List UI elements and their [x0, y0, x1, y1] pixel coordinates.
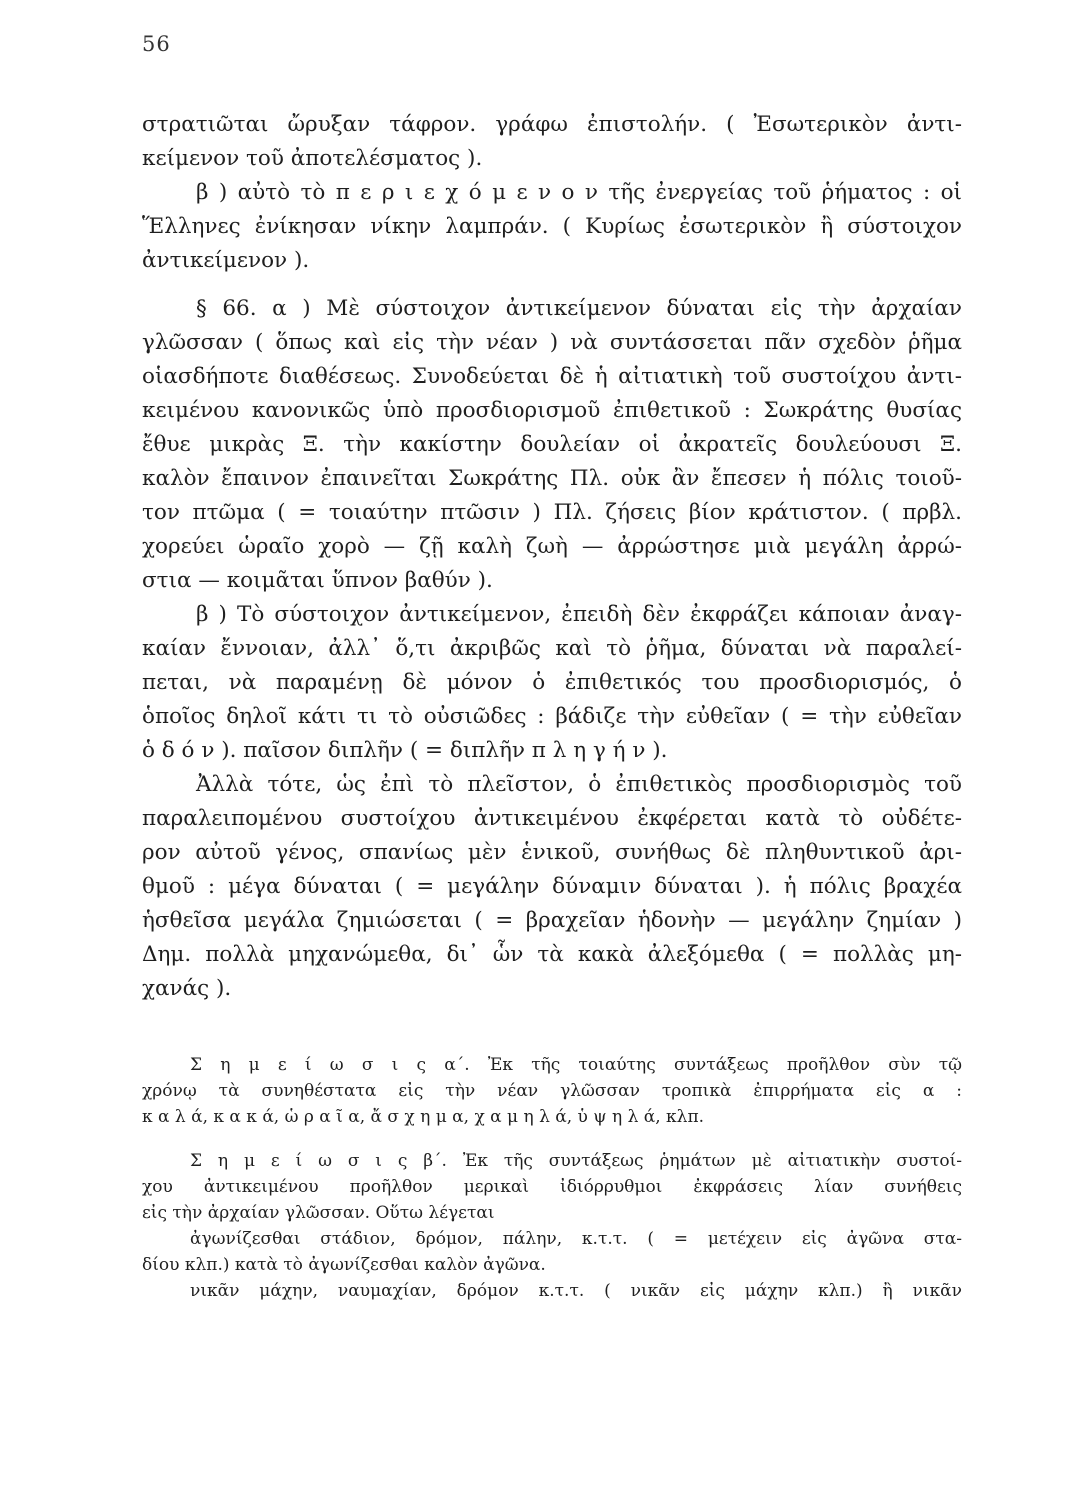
text-line: κείμενον τοῦ ἀποτελέσματος ).: [142, 146, 483, 171]
text-line: καλὸν ἔπαινον ἐπαινεῖται Σωκράτης Πλ. οὐκ ἂν ἔπεσεν ἡ πόλις τοιοῦ-: [142, 466, 962, 491]
text-line: παραλειπομένου συστοίχου ἀντικειμένου ἐκφέρεται κατὰ τὸ οὐδέτε-: [142, 806, 962, 831]
text-line: πεται, νὰ παραμένῃ δὲ μόνον ὁ ἐπιθετικός του προσδιορισμός, ὁ: [142, 670, 962, 695]
text-line: Ἀλλὰ τότε, ὡς ἐπὶ τὸ πλεῖστον, ὁ ἐπιθετικὸς προσδιορισμὸς τοῦ: [196, 772, 962, 797]
note-line: Σ η μ ε ί ω σ ι ς α΄. Ἐκ τῆς τοιαύτης συντάξεως προῆλθον σὺν τῷ: [190, 1055, 962, 1075]
note-line: κ α λ ά, κ α κ ά, ὡ ρ α ῖ α, ἄ σ χ η μ α, χ α μ η λ ά, ὑ ψ η λ ά, κλπ.: [142, 1107, 705, 1127]
text-line: χανάς ).: [142, 976, 232, 1001]
note-line: εἰς τὴν ἀρχαίαν γλῶσσαν. Οὕτω λέγεται: [142, 1203, 495, 1223]
page-number: 56: [142, 32, 171, 56]
note-line: δίου κλπ.) κατὰ τὸ ἀγωνίζεσθαι καλὸν ἀγῶνα.: [142, 1255, 546, 1275]
text-line: κειμένου κανονικῶς ὑπὸ προσδιορισμοῦ ἐπιθετικοῦ : Σωκράτης θυσίας: [142, 398, 962, 423]
note-line: ἀγωνίζεσθαι στάδιον, δρόμον, πάλην, κ.τ.τ. ( = μετέχειν εἰς ἀγῶνα στα-: [190, 1229, 962, 1249]
text-line: β ) Τὸ σύστοιχον ἀντικείμενον, ἐπειδὴ δὲν ἐκφράζει κάποιαν ἀναγ-: [196, 602, 962, 627]
text-line: καίαν ἔννοιαν, ἀλλ᾽ ὅ,τι ἀκριβῶς καὶ τὸ ῥῆμα, δύναται νὰ παραλεί-: [142, 636, 962, 661]
notes-block: [142, 1052, 962, 1304]
text-line: χορεύει ὡραῖο χορὸ — ζῇ καλὴ ζωὴ — ἀρρώστησε μιὰ μεγάλη ἀρρώ-: [142, 534, 962, 559]
text-line: Ἕλληνες ἐνίκησαν νίκην λαμπράν. ( Κυρίως ἐσωτερικὸν ἢ σύστοιχον: [142, 214, 962, 239]
text-line: στια — κοιμᾶται ὕπνον βαθύν ).: [142, 568, 493, 593]
text-line: ἀντικείμενον ).: [142, 248, 310, 273]
text-line: ὁ δ ό ν ). παῖσον διπλῆν ( = διπλῆν π λ η γ ή ν ).: [142, 738, 668, 763]
note-line: νικᾶν μάχην, ναυμαχίαν, δρόμον κ.τ.τ. ( νικᾶν εἰς μάχην κλπ.) ἢ νικᾶν: [190, 1281, 962, 1301]
note-line: χρόνῳ τὰ συνηθέστατα εἰς τὴν νέαν γλῶσσαν τροπικὰ ἐπιρρήματα εἰς α :: [142, 1081, 962, 1101]
text-line: ἔθυε μικρὰς Ξ. τὴν κακίστην δουλείαν οἱ ἀκρατεῖς δουλεύουσι Ξ.: [142, 432, 962, 457]
text-line: ἡσθεῖσα μεγάλα ζημιώσεται ( = βραχεῖαν ἡδονὴν — μεγάλην ζημίαν ): [142, 908, 962, 933]
text-line: Δημ. πολλὰ μηχανώμεθα, δι᾽ ὧν τὰ κακὰ ἀλεξόμεθα ( = πολλὰς μη-: [142, 942, 962, 967]
main-text: [142, 108, 962, 1006]
section-heading-line: § 66. α ) Μὲ σύστοιχον ἀντικείμενον δύναται εἰς τὴν ἀρχαίαν: [196, 296, 962, 321]
text-line: γλῶσσαν ( ὅπως καὶ εἰς τὴν νέαν ) νὰ συντάσσεται πᾶν σχεδὸν ῥῆμα: [142, 330, 962, 355]
text-line: β ) αὐτὸ τὸ π ε ρ ι ε χ ό μ ε ν ο ν τῆς ἐνεργείας τοῦ ῥήματος : οἱ: [196, 180, 962, 205]
text-line: οἱασδήποτε διαθέσεως. Συνοδεύεται δὲ ἡ αἰτιατικὴ τοῦ συστοίχου ἀντι-: [142, 364, 962, 389]
text-line: στρατιῶται ὤρυξαν τάφρον. γράφω ἐπιστολήν. ( Ἐσωτερικὸν ἀντι-: [142, 112, 962, 137]
note-line: Σ η μ ε ί ω σ ι ς β΄. Ἐκ τῆς συντάξεως ῥημάτων μὲ αἰτιατικὴν συστοί-: [190, 1151, 962, 1171]
text-line: ρον αὐτοῦ γένος, σπανίως μὲν ἑνικοῦ, συνήθως δὲ πληθυντικοῦ ἀρι-: [142, 840, 962, 865]
text-line: τον πτῶμα ( = τοιαύτην πτῶσιν ) Πλ. ζήσεις βίον κράτιστον. ( πρβλ.: [142, 500, 962, 525]
note-line: χου ἀντικειμένου προῆλθον μερικαὶ ἰδιόρρυθμοι ἐκφράσεις λίαν συνήθεις: [142, 1177, 962, 1197]
text-line: ὁποῖος δηλοῖ κάτι τι τὸ οὐσιῶδες : βάδιζε τὴν εὐθεῖαν ( = τὴν εὐθεῖαν: [142, 704, 962, 729]
text-line: θμοῦ : μέγα δύναται ( = μεγάλην δύναμιν δύναται ). ἡ πόλις βραχέα: [142, 874, 962, 899]
